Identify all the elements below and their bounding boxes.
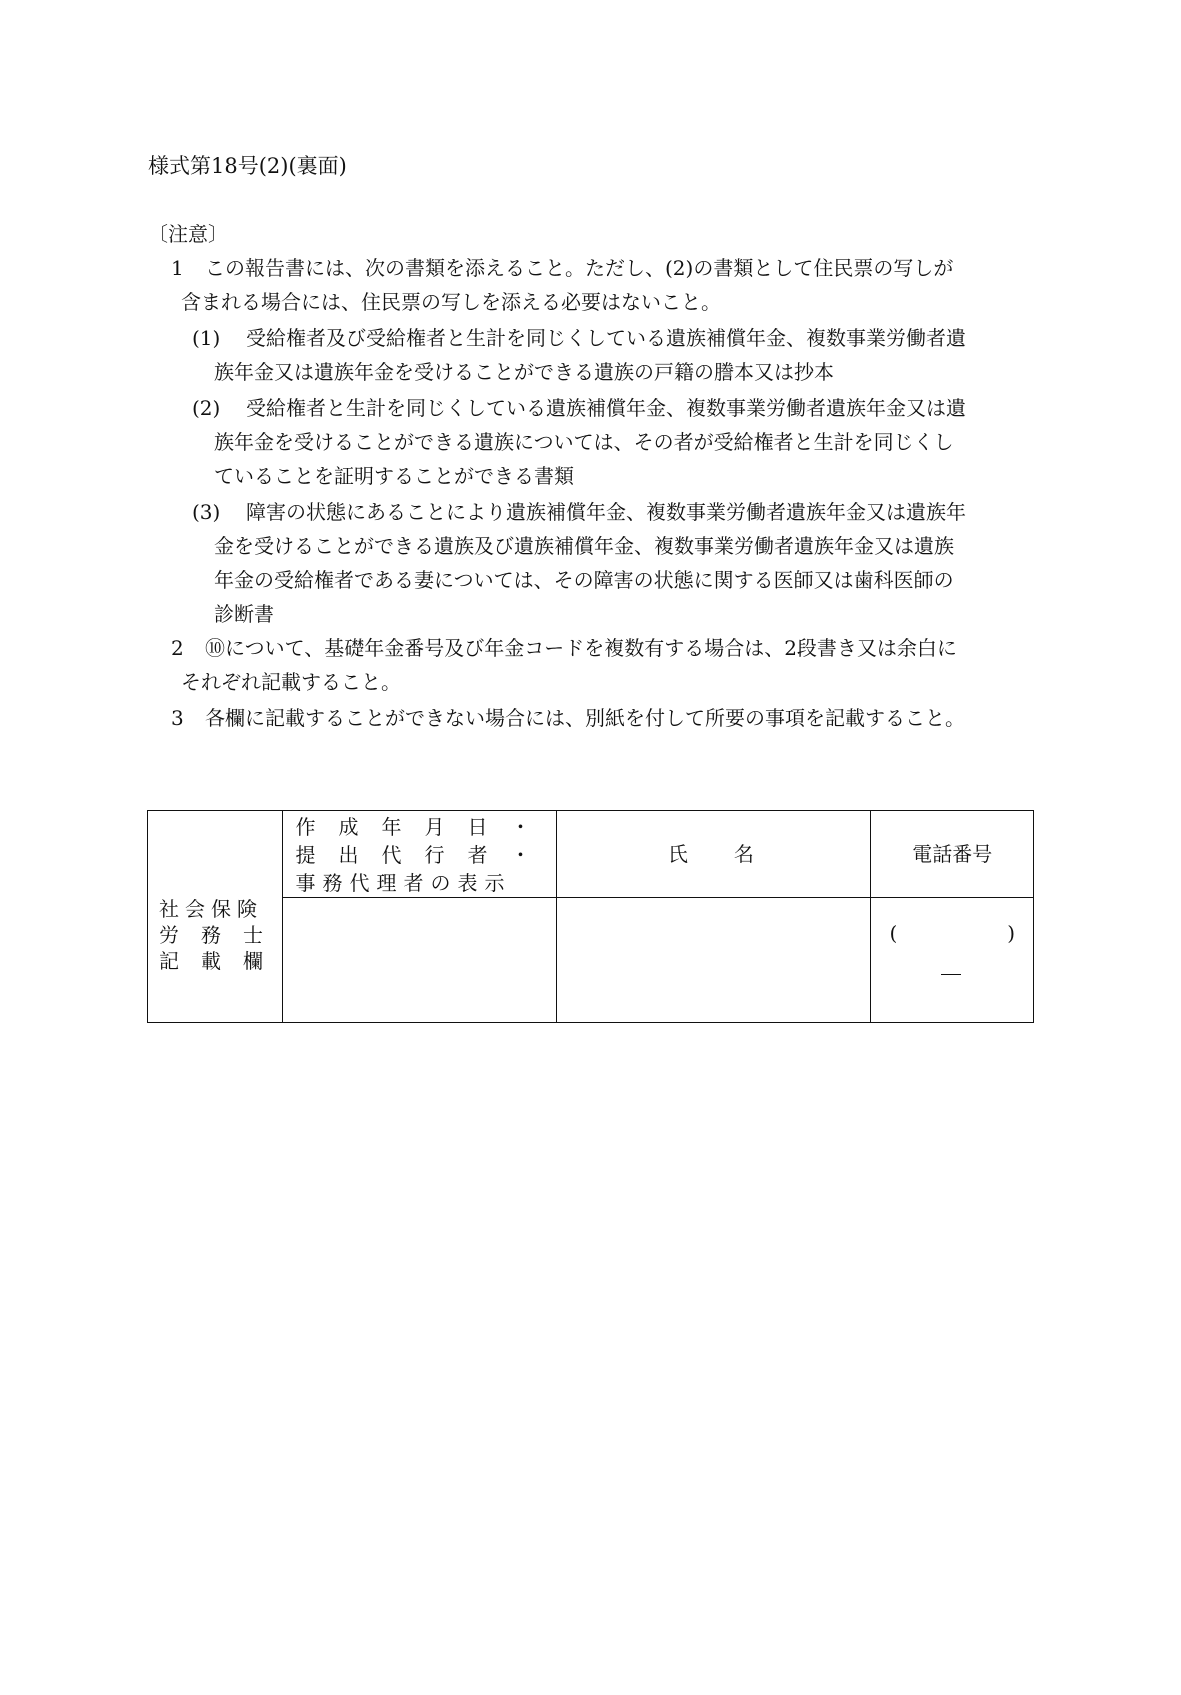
note-line: 族年金を受けることができる遺族については、その者が受給権者と生計を同じくし bbox=[214, 430, 954, 454]
phone-separator-dash bbox=[941, 974, 961, 975]
sharoushi-label-line: 社会保険 bbox=[159, 896, 263, 921]
note-line: 金を受けることができる遺族及び遺族補償年金、複数事業労働者遺族年金又は遺族 bbox=[214, 534, 954, 558]
note-line: (2) 受給権者と生計を同じくしている遺族補償年金、複数事業労働者遺族年金又は遺 bbox=[192, 396, 966, 420]
display-header-line: 作成年月日・ bbox=[295, 815, 554, 839]
note-line: (1) 受給権者及び受給権者と生計を同じくしている遺族補償年金、複数事業労働者遺 bbox=[192, 326, 966, 350]
note-line: 診断書 bbox=[214, 602, 274, 626]
phone-header-cell bbox=[871, 811, 1034, 898]
phone-entry-field[interactable] bbox=[871, 898, 1034, 1023]
note-line: ていることを証明することができる書類 bbox=[214, 464, 574, 488]
sharoushi-label-line: 記載欄 bbox=[159, 948, 285, 973]
note-line: 年金の受給権者である妻については、その障害の状態に関する医師又は歯科医師の bbox=[214, 568, 954, 592]
display-header-cell bbox=[283, 811, 557, 898]
display-header-line: 事務代理者の表示 bbox=[295, 871, 512, 895]
notes-heading: 〔注意〕 bbox=[148, 222, 228, 246]
sharoushi-entry-table bbox=[147, 810, 1034, 1023]
form-title: 様式第18号(2)(裏面) bbox=[148, 154, 347, 178]
display-header-line: 提出代行者・ bbox=[295, 843, 554, 867]
note-line: それぞれ記載すること。 bbox=[181, 670, 401, 694]
phone-area-paren-close: ) bbox=[1007, 921, 1015, 945]
note-line: 1 この報告書には、次の書類を添えること。ただし、(2)の書類として住民票の写しが bbox=[171, 256, 954, 280]
note-line: 3 各欄に記載することができない場合には、別紙を付して所要の事項を記載すること。 bbox=[171, 706, 965, 730]
note-line: 2 ⑩について、基礎年金番号及び年金コードを複数有する場合は、2段書き又は余白に bbox=[171, 636, 957, 660]
sharoushi-label-cell bbox=[148, 811, 283, 1023]
name-header-cell bbox=[557, 811, 871, 898]
note-line: 含まれる場合には、住民票の写しを添える必要はないこと。 bbox=[181, 290, 721, 314]
phone-header: 電話番号 bbox=[912, 842, 993, 866]
name-entry-field[interactable] bbox=[557, 898, 871, 1023]
note-line: 族年金又は遺族年金を受けることができる遺族の戸籍の謄本又は抄本 bbox=[214, 360, 834, 384]
sharoushi-label-line: 労務士 bbox=[159, 922, 285, 947]
phone-area-paren-open: ( bbox=[889, 921, 898, 945]
note-line: (3) 障害の状態にあることにより遺族補償年金、複数事業労働者遺族年金又は遺族年 bbox=[192, 500, 966, 524]
display-entry-field[interactable] bbox=[283, 898, 557, 1023]
name-header: 氏名 bbox=[667, 842, 800, 866]
